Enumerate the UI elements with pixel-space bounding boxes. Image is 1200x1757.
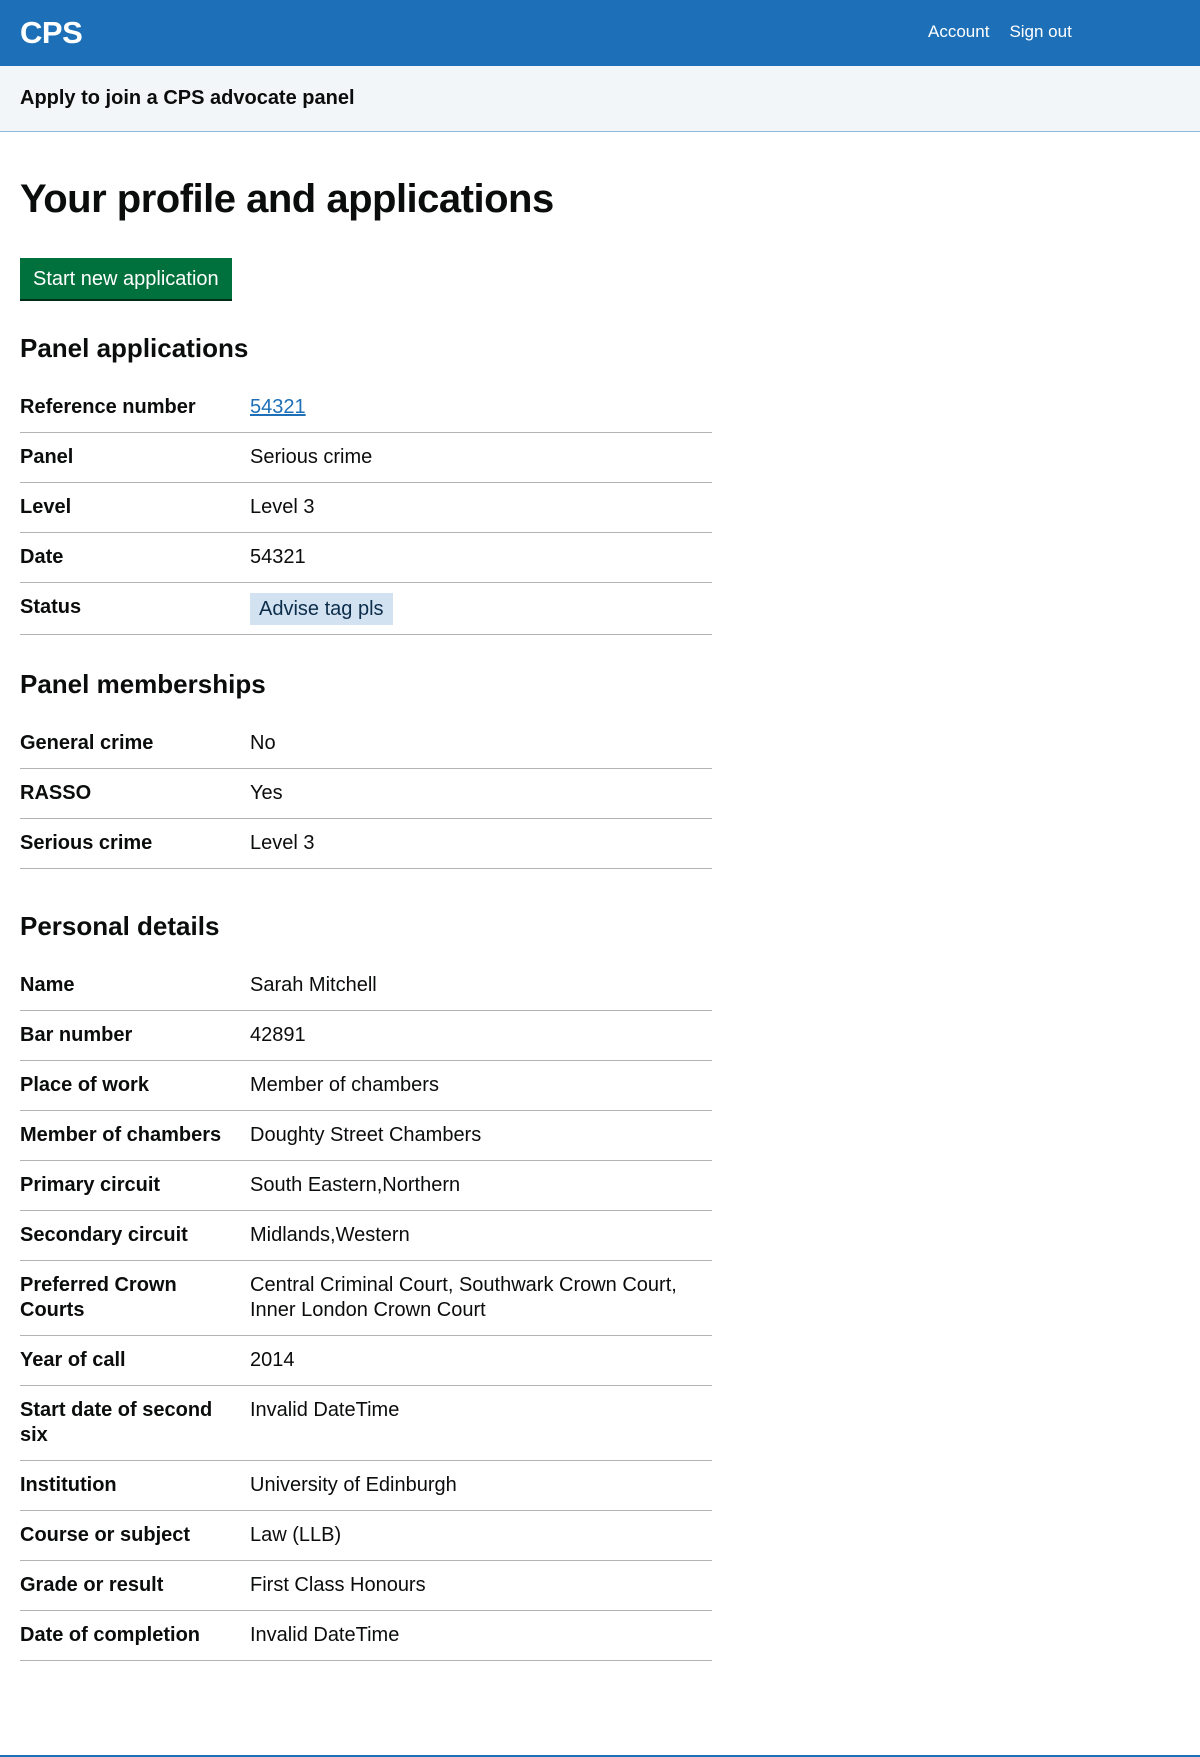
summary-row	[20, 483, 712, 533]
row-key: Level	[20, 496, 72, 518]
row-value: Invalid DateTime	[250, 1624, 400, 1646]
main-content	[0, 174, 1200, 1661]
status-badge: Advise tag pls	[250, 593, 393, 625]
page-title: Your profile and applications	[20, 177, 554, 221]
row-value: No	[250, 732, 276, 754]
summary-row	[20, 583, 712, 635]
row-key: Name	[20, 974, 75, 996]
summary-row	[20, 769, 712, 819]
row-key: Date	[20, 546, 64, 568]
summary-row	[20, 1511, 712, 1561]
row-value: Law (LLB)	[250, 1524, 342, 1546]
row-value: Central Criminal Court, Southwark Crown Court, Inner London Crown Court	[250, 1274, 677, 1321]
summary-row	[20, 1111, 712, 1161]
row-value: Yes	[250, 782, 283, 804]
summary-row	[20, 1336, 712, 1386]
row-value: Doughty Street Chambers	[250, 1124, 482, 1146]
panel-memberships-heading: Panel memberships	[20, 669, 266, 699]
row-value: Member of chambers	[250, 1074, 439, 1096]
row-value: 54321	[250, 546, 306, 568]
row-key: Date of completion	[20, 1624, 201, 1646]
row-key: General crime	[20, 732, 154, 754]
account-link[interactable]: Account	[928, 22, 990, 41]
row-key: RASSO	[20, 782, 92, 804]
row-value: 42891	[250, 1024, 306, 1046]
header-nav	[928, 22, 1072, 42]
row-key: Grade or result	[20, 1574, 164, 1596]
row-key: Secondary circuit	[20, 1224, 188, 1246]
site-header	[0, 0, 1200, 66]
row-key: Panel	[20, 446, 74, 468]
summary-row	[20, 961, 712, 1011]
row-value: First Class Honours	[250, 1574, 426, 1596]
row-key: Place of work	[20, 1074, 149, 1096]
row-key: Year of call	[20, 1349, 126, 1371]
reference-number-link[interactable]: 54321	[250, 396, 306, 418]
summary-row	[20, 1461, 712, 1511]
row-key: Start date of second six	[20, 1399, 213, 1446]
row-value: Level 3	[250, 496, 315, 518]
row-value: Invalid DateTime	[250, 1399, 400, 1421]
panel-applications-heading: Panel applications	[20, 333, 249, 363]
row-value: Midlands,Western	[250, 1224, 410, 1246]
row-key: Preferred Crown Courts	[20, 1274, 177, 1321]
personal-details-heading: Personal details	[20, 911, 220, 941]
service-name[interactable]: Apply to join a CPS advocate panel	[0, 66, 1200, 132]
summary-row	[20, 1611, 712, 1661]
summary-row	[20, 1061, 712, 1111]
row-value: Sarah Mitchell	[250, 974, 377, 996]
row-key: Bar number	[20, 1024, 133, 1046]
cps-logo[interactable]: CPS	[20, 15, 83, 50]
summary-row	[20, 1386, 712, 1461]
start-new-application-button[interactable]: Start new application	[20, 258, 232, 299]
summary-row	[20, 533, 712, 583]
sign-out-link[interactable]: Sign out	[1009, 22, 1072, 41]
summary-row	[20, 1561, 712, 1611]
summary-row	[20, 819, 712, 869]
row-key: Primary circuit	[20, 1174, 161, 1196]
row-key: Reference number	[20, 396, 196, 418]
row-value: Serious crime	[250, 446, 373, 468]
row-value: 2014	[250, 1349, 295, 1371]
row-key: Status	[20, 596, 82, 618]
summary-row	[20, 433, 712, 483]
panel-memberships-list	[20, 719, 712, 869]
personal-details-list	[20, 961, 712, 1661]
summary-row	[20, 1161, 712, 1211]
summary-row	[20, 1011, 712, 1061]
row-value: Level 3	[250, 832, 315, 854]
row-value: University of Edinburgh	[250, 1474, 457, 1496]
row-key: Serious crime	[20, 832, 153, 854]
row-key: Member of chambers	[20, 1124, 222, 1146]
summary-row	[20, 719, 712, 769]
summary-row	[20, 1211, 712, 1261]
panel-applications-list	[20, 383, 712, 635]
row-value: South Eastern,Northern	[250, 1174, 461, 1196]
row-key: Course or subject	[20, 1524, 191, 1546]
summary-row	[20, 1261, 712, 1336]
summary-row	[20, 383, 712, 433]
row-key: Institution	[20, 1474, 117, 1496]
